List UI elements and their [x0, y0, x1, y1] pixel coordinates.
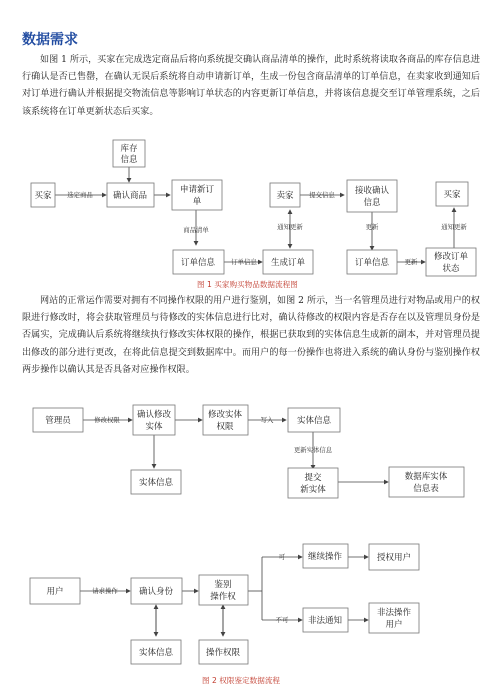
- svg-text:订单信息: 订单信息: [354, 258, 390, 268]
- node-stock-info: [113, 140, 145, 167]
- svg-text:商品清单: 商品清单: [183, 226, 209, 234]
- svg-text:修改实体: 修改实体: [207, 410, 243, 420]
- paragraph-1: 如图 1 所示，买家在完成选定商品后将向系统提交确认商品清单的操作，此时系统将读取各商品的库存信息进行确认是否已售罄，在确认无误后系统将自动申请新订单，生成一份包含商品清单的订单信息，在卖家收到通知后对订单进行确认并根据提交物流信息等影响订单状态的内容更新订单信息，并将该信息提交至订单管理系统，之后该系统将在订单更新状态后买家。: [22, 55, 480, 117]
- svg-text:修改订单: 修改订单: [433, 252, 469, 262]
- svg-text:申请新订: 申请新订: [179, 185, 215, 195]
- node-modify-status: [426, 248, 476, 276]
- svg-text:更新实体信息: 更新实体信息: [293, 446, 333, 454]
- svg-text:确认身份: 确认身份: [138, 587, 174, 597]
- node-confirm-goods: [107, 183, 154, 207]
- svg-text:不可: 不可: [275, 616, 289, 624]
- figure-1-caption: 图 1 买家购买物品数据流程图: [197, 280, 298, 289]
- svg-text:操作权限: 操作权限: [205, 648, 241, 658]
- svg-text:买家: 买家: [34, 191, 52, 201]
- svg-text:数据库实体: 数据库实体: [404, 472, 448, 482]
- svg-text:信息: 信息: [363, 198, 381, 208]
- svg-text:修改权限: 修改权限: [94, 416, 120, 424]
- svg-text:实体信息: 实体信息: [138, 648, 174, 658]
- svg-text:信息: 信息: [120, 155, 138, 165]
- figure-2-diagram: [0, 400, 500, 672]
- svg-text:生成订单: 生成订单: [270, 258, 306, 268]
- section-heading: 数据需求: [22, 32, 78, 48]
- node-confirm-id: [131, 578, 182, 604]
- svg-text:权限: 权限: [216, 422, 234, 432]
- node-identify-perm: [199, 575, 248, 605]
- svg-text:非法通知: 非法通知: [307, 616, 343, 626]
- node-user: [30, 578, 80, 604]
- svg-text:更新: 更新: [365, 223, 379, 231]
- node-order-info: [173, 250, 224, 274]
- node-gen-order: [263, 250, 313, 274]
- svg-text:鉴别: 鉴别: [214, 580, 232, 590]
- node-buyer: [31, 183, 55, 207]
- svg-text:操作权: 操作权: [210, 592, 236, 602]
- figure-2-caption: 图 2 权限鉴定数据流程: [202, 676, 281, 685]
- svg-text:管理员: 管理员: [45, 416, 71, 426]
- svg-text:状态: 状态: [442, 264, 460, 274]
- svg-text:卖家: 卖家: [276, 191, 294, 201]
- svg-text:实体信息: 实体信息: [138, 478, 174, 488]
- svg-text:通知更新: 通知更新: [277, 223, 303, 231]
- svg-text:接收确认: 接收确认: [354, 186, 390, 196]
- svg-text:库存: 库存: [120, 144, 138, 154]
- node-illegal-user: [369, 603, 419, 633]
- node-apply-order: [172, 180, 222, 210]
- svg-text:订单信息: 订单信息: [180, 258, 216, 268]
- svg-text:用户: 用户: [385, 620, 403, 630]
- node-admin: [33, 408, 83, 432]
- node-db-table: [389, 467, 464, 497]
- svg-text:继续操作: 继续操作: [307, 552, 343, 562]
- svg-text:提交: 提交: [304, 473, 322, 483]
- node-authorize-user: [369, 544, 419, 570]
- svg-text:通知更新: 通知更新: [441, 223, 467, 231]
- svg-text:买家: 买家: [443, 190, 461, 200]
- svg-text:确认修改: 确认修改: [136, 410, 172, 420]
- svg-text:请求操作: 请求操作: [92, 587, 118, 595]
- node-receive-confirm: [347, 180, 397, 212]
- figure-1-diagram: [0, 132, 500, 277]
- svg-text:更新: 更新: [404, 258, 418, 266]
- node-buyer-2: [436, 182, 468, 206]
- paragraph-2: 网站的正常运作需要对拥有不同操作权限的用户进行鉴别，如图 2 所示，当一名管理员进行对物品或用户的权限进行修改时，将会获取管理员与待修改的实体信息进行比对，确认待修改的权限内容是否存在以及管理员身份是否属实，完成确认后系统将继续执行修改实体权限的操作，根据已获取到的实体信息生成新的副本，并对管理员提出修改的部分进行更改，在将此信息提交到数据库中。而用户的每一份操作也将进入系统的确认身份与鉴别操作权两步操作以确认其是否具备对应操作权限。: [22, 296, 480, 375]
- node-order-info-2: [347, 250, 397, 274]
- svg-text:用户: 用户: [46, 587, 64, 597]
- svg-text:写入: 写入: [260, 416, 274, 424]
- node-entity-info-top: [288, 408, 340, 432]
- node-entity-info-left: [131, 470, 181, 494]
- node-illegal-notice: [303, 608, 348, 632]
- svg-text:可: 可: [278, 553, 286, 561]
- node-submit-entity: [288, 468, 338, 498]
- svg-text:授权用户: 授权用户: [376, 553, 412, 563]
- node-confirm-modify: [133, 405, 175, 435]
- svg-text:新实体: 新实体: [300, 485, 326, 495]
- node-modify-perm: [203, 405, 248, 435]
- node-seller: [270, 183, 300, 207]
- node-entity-info-bottom: [131, 640, 181, 664]
- svg-text:提交信息: 提交信息: [309, 191, 335, 199]
- svg-text:实体信息: 实体信息: [296, 416, 332, 426]
- svg-text:确认商品: 确认商品: [112, 191, 148, 201]
- svg-text:实体: 实体: [145, 422, 163, 432]
- svg-text:信息表: 信息表: [413, 484, 439, 494]
- svg-text:订单信息: 订单信息: [231, 258, 257, 266]
- svg-text:单: 单: [192, 197, 202, 207]
- node-continue-op: [303, 544, 348, 568]
- svg-text:选定商品: 选定商品: [67, 191, 93, 199]
- node-op-perm: [199, 640, 248, 664]
- svg-text:非法操作: 非法操作: [376, 608, 412, 618]
